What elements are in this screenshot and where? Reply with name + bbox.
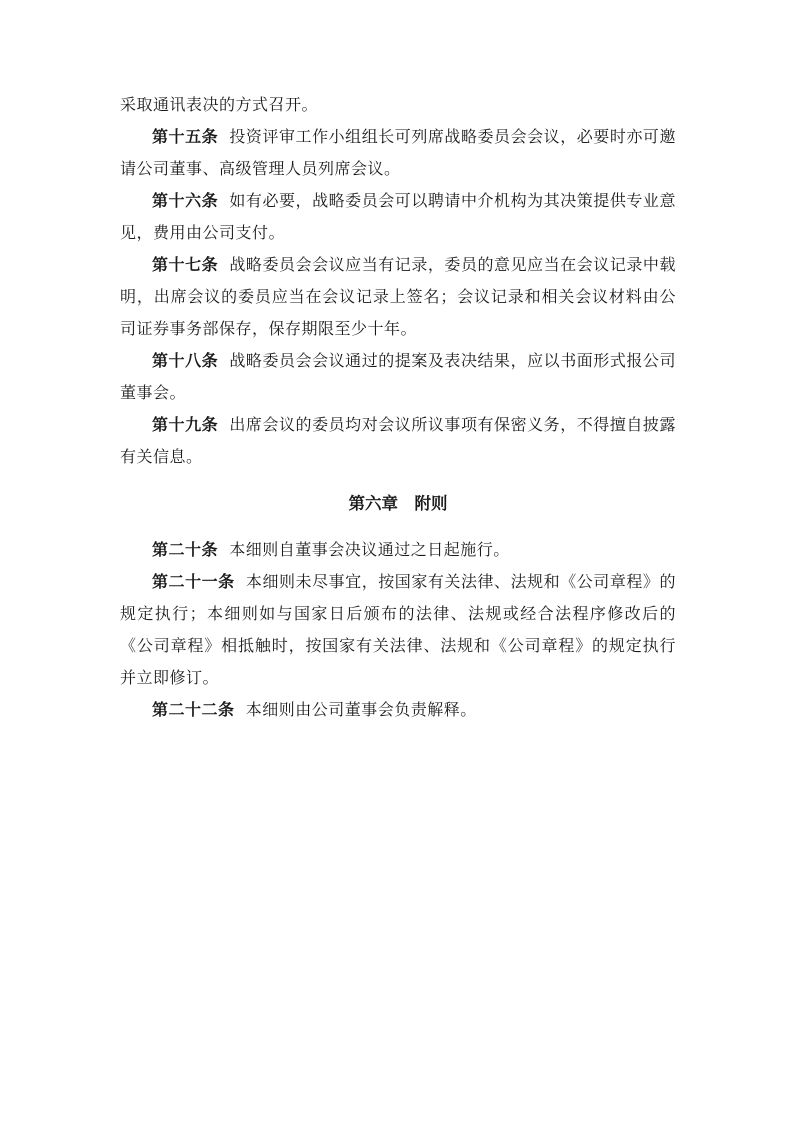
- article-paragraph: [120, 186, 676, 250]
- continuation-paragraph: [120, 90, 676, 122]
- article-paragraph: [120, 695, 676, 727]
- article-text: 采取通讯表决的方式召开。: [120, 97, 319, 114]
- chapter-heading: [120, 488, 676, 520]
- article-paragraph: [120, 250, 676, 346]
- article-number: 第二十条: [152, 542, 219, 559]
- article-text: 出席会议的委员均对会议所议事项有保密义务，不得擅自披露有关信息。: [120, 417, 676, 466]
- article-text: 战略委员会会议应当有记录，委员的意见应当在会议记录中载明，出席会议的委员应当在会议记录上签名；会议记录和相关会议材料由公司证券事务部保存，保存期限至少十年。: [120, 257, 676, 338]
- article-text: 如有必要，战略委员会可以聘请中介机构为其决策提供专业意见，费用由公司支付。: [120, 193, 676, 242]
- article-text: 本细则由公司董事会负责解释。: [245, 702, 477, 719]
- article-number: 第十六条: [152, 193, 219, 210]
- article-paragraph: [120, 122, 676, 186]
- article-text: 本细则自董事会决议通过之日起施行。: [229, 542, 510, 559]
- article-number: 第十七条: [152, 257, 219, 274]
- article-number: 第十五条: [152, 129, 219, 146]
- article-paragraph: [120, 410, 676, 474]
- article-text: 本细则未尽事宜，按国家有关法律、法规和《公司章程》的规定执行；本细则如与国家日后颁布的法律、法规或经合法程序修改后的《公司章程》相抵触时，按国家有关法律、法规和《公司章程》的规定执行并立即修订。: [120, 574, 676, 687]
- article-number: 第二十一条: [152, 574, 235, 591]
- article-number: 第六章: [348, 494, 398, 513]
- article-text: 战略委员会会议通过的提案及表决结果，应以书面形式报公司董事会。: [120, 353, 676, 402]
- article-paragraph: [120, 535, 676, 567]
- document-content: [120, 90, 676, 727]
- article-text: 投资评审工作小组组长可列席战略委员会会议，必要时亦可邀请公司董事、高级管理人员列席会议。: [120, 129, 676, 178]
- article-number: 第二十二条: [152, 702, 235, 719]
- chapter-title: 附则: [414, 494, 448, 513]
- article-paragraph: [120, 346, 676, 410]
- article-number: 第十九条: [152, 417, 219, 434]
- article-paragraph: [120, 567, 676, 695]
- article-number: 第十八条: [152, 353, 219, 370]
